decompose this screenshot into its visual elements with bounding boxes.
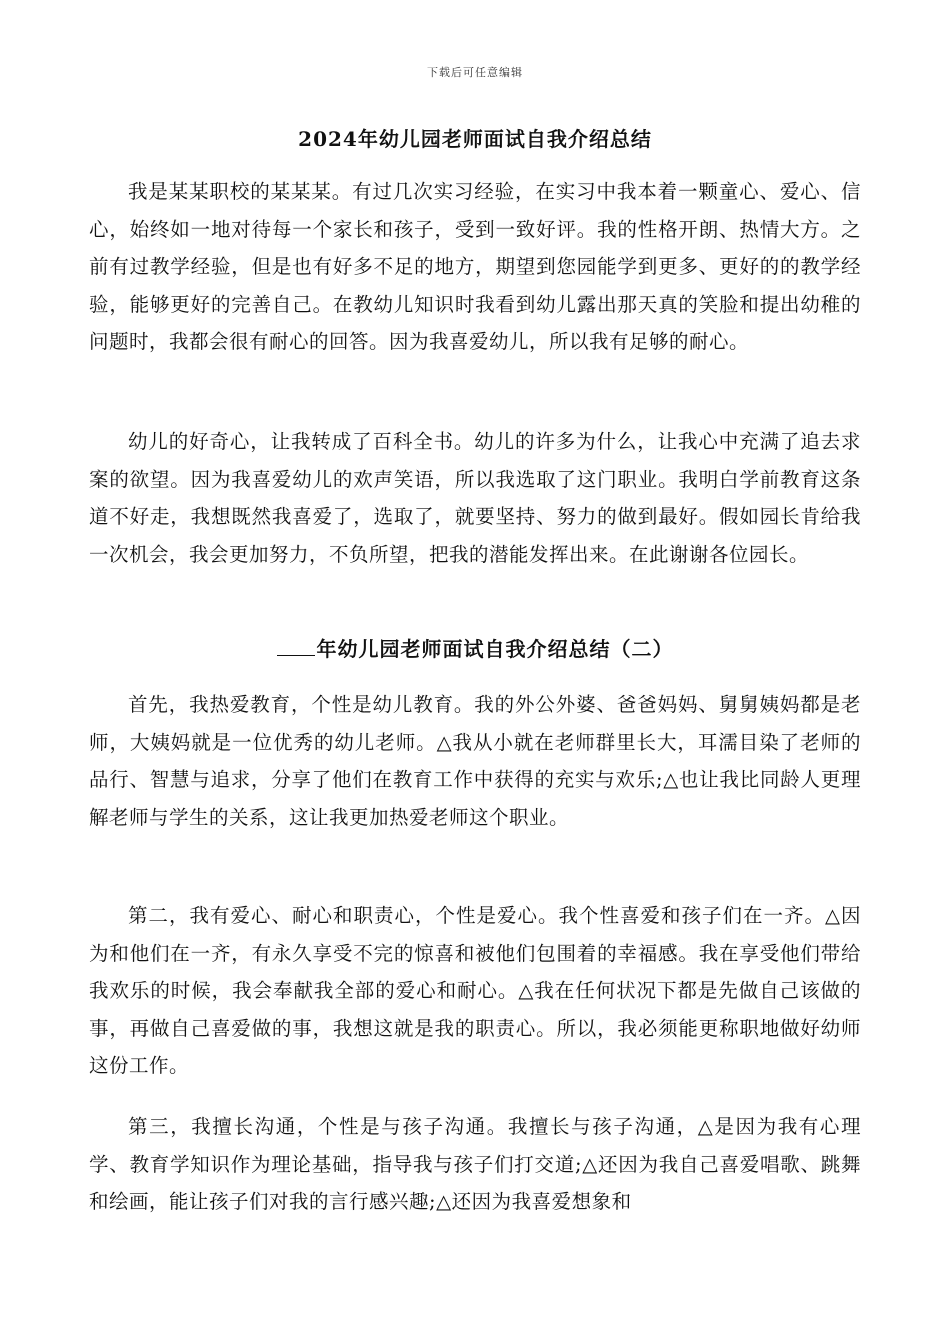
header-note: 下载后可任意编辑 xyxy=(427,66,523,79)
document-title: 2024年幼儿园老师面试自我介绍总结 xyxy=(298,127,652,151)
paragraph-second: 第二，我有爱心、耐心和职责心，个性是爱心。我个性喜爱和孩子们在一齐。△因为和他们在一齐，有永久享受不完的惊喜和被他们包围着的幸福感。我在享受他们带给我欢乐的时候，我会奉献我全部的爱心和耐心。△我在任何状况下都是先做自己该做的事，再做自己喜爱做的事，我想这就是我的职责心。所以，我必须能更称职地做好幼师这份工作。 xyxy=(89,904,861,1077)
title-blank-underline xyxy=(277,637,315,656)
paragraph-third: 第三，我擅长沟通，个性是与孩子沟通。我擅长与孩子沟通，△是因为我有心理学、教育学知识作为理论基础，指导我与孩子们打交道;△还因为我自己喜爱唱歌、跳舞和绘画，能让孩子们对我的言行感兴趣;△还因为我喜爱想象和 xyxy=(89,1115,861,1213)
paragraph-first: 首先，我热爱教育，个性是幼儿教育。我的外公外婆、爸爸妈妈、舅舅姨妈都是老师，大姨妈就是一位优秀的幼儿老师。△我从小就在老师群里长大，耳濡目染了老师的品行、智慧与追求，分享了他们在教育工作中获得的充实与欢乐;△也让我比同龄人更理解老师与学生的关系，这让我更加热爱老师这个职业。 xyxy=(89,693,861,829)
section-title-2-text: 年幼儿园老师面试自我介绍总结（二） xyxy=(316,637,674,661)
paragraph-intro: 我是某某职校的某某某。有过几次实习经验，在实习中我本着一颗童心、爱心、信心，始终如一地对待每一个家长和孩子，受到一致好评。我的性格开朗、热情大方。之前有过教学经验，但是也有好多不足的地方，期望到您园能学到更多、更好的的教学经验，能够更好的完善自己。在教幼儿知识时我看到幼儿露出那天真的笑脸和提出幼稚的问题时，我都会很有耐心的回答。因为我喜爱幼儿，所以我有足够的耐心。 xyxy=(89,180,861,353)
paragraph-curiosity: 幼儿的好奇心，让我转成了百科全书。幼儿的许多为什么，让我心中充满了追去求案的欲望。因为我喜爱幼儿的欢声笑语，所以我选取了这门职业。我明白学前教育这条道不好走，我想既然我喜爱了，选取了，就要坚持、努力的做到最好。假如园长肯给我一次机会，我会更加努力，不负所望，把我的潜能发挥出来。在此谢谢各位园长。 xyxy=(89,430,861,566)
section-title-2 xyxy=(0,633,950,662)
